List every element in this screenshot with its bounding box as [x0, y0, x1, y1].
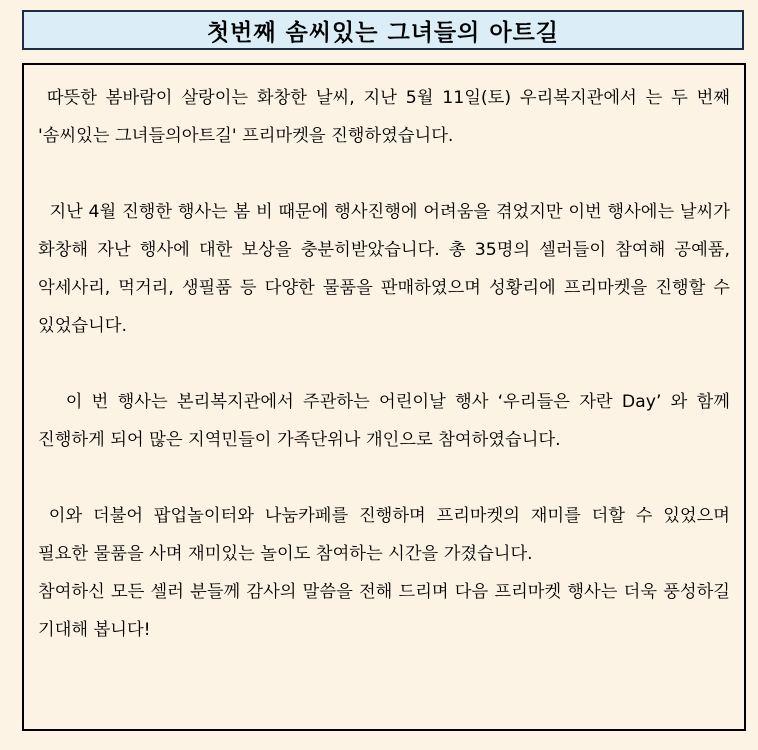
paragraph-joint-event: 이 번 행사는 본리복지관에서 주관하는 어린이날 행사 ‘우리들은 자란 Day’ 와 함께 진행하게 되어 많은 지역민들이 가족단위나 개인으로 참여하였습니다.	[38, 392, 736, 450]
paragraph-closing: 참여하신 모든 셀러 분들께 감사의 말씀을 전해 드리며 다음 프리마켓 행사는 더욱 풍성하길 기대해 봅니다!	[38, 582, 736, 640]
page-title: 첫번째 솜씨있는 그녀들의 아트길	[206, 19, 560, 46]
paragraph-gap	[38, 459, 730, 497]
title-banner	[22, 10, 744, 50]
paragraph-event-summary: 지난 4월 진행한 행사는 봄 비 때문에 행사진행에 어려움을 겪었지만 이번 행사에는 날씨가 화창해 자난 행사에 대한 보상을 충분히받았습니다. 총 35명의 셀러들이 참여해 공예품, 악세사리, 먹거리, 생필품 등 다양한 물품을 판매하였으며 성황리에 프리마켓을 진행할 수 있었습니다.	[38, 202, 736, 336]
paragraph-intro: 따뜻한 봄바람이 살랑이는 화창한 날씨, 지난 5월 11일(토) 우리복지관에서 는 두 번째 '솜씨있는 그녀들의아트길' 프리마켓을 진행하였습니다.	[38, 88, 736, 146]
article-body	[22, 63, 746, 731]
paragraph-extra-activities: 이와 더불어 팝업놀이터와 나눔카페를 진행하며 프리마켓의 재미를 더할 수 있었으며 필요한 물품을 사며 재미있는 놀이도 참여하는 시간을 가졌습니다.	[38, 506, 736, 564]
paragraph-gap	[38, 345, 730, 383]
paragraph-gap	[38, 155, 730, 193]
